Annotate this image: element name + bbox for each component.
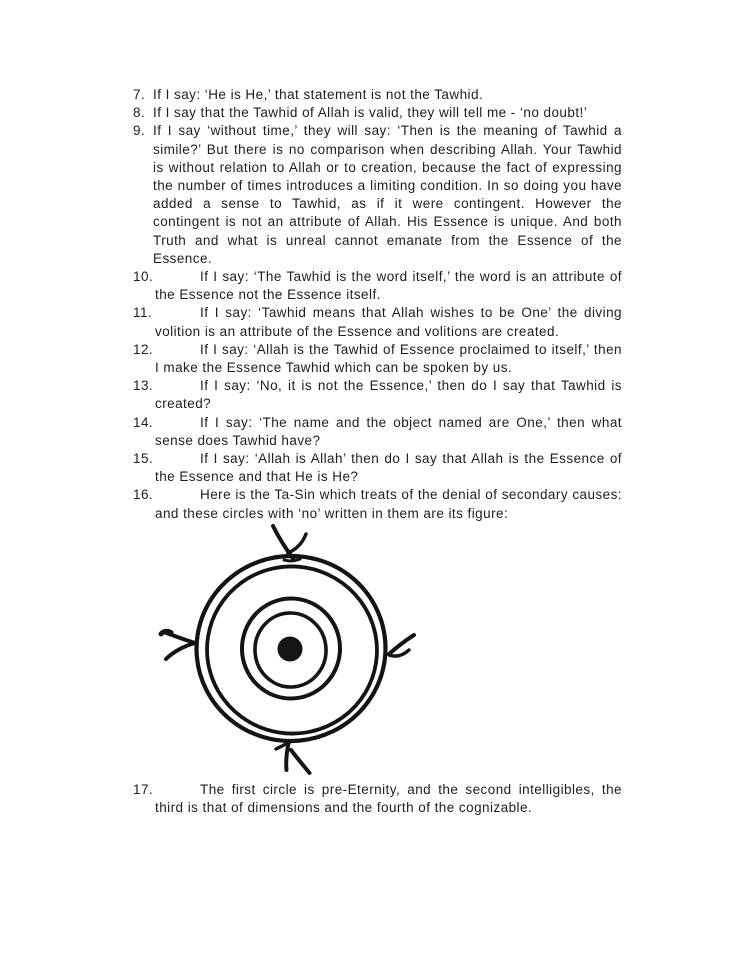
center-dot [278, 636, 303, 661]
list-item-text: If I say: ‘No, it is not the Essence,’ then do I say that Tawhid is created? [155, 378, 622, 412]
list-item-13 [133, 377, 622, 413]
list-item-text: If I say: ‘The Tawhid is the word itself,’ the word is an attribute of the Essence not the Essence itself. [155, 269, 622, 303]
list-item-text: The first circle is pre-Eternity, and the second intelligibles, the third is that of dimensions and the fourth of the cognizable. [155, 781, 622, 816]
list-item-16 [133, 486, 622, 522]
concentric-circles-drawing [150, 523, 450, 781]
list-item-number: 9. [133, 123, 146, 139]
list-item-number: 14. [133, 414, 154, 430]
no-mark-bottom [276, 741, 310, 773]
ordered-list [133, 86, 622, 817]
list-item-11 [133, 304, 622, 340]
list-item-14 [133, 414, 622, 450]
no-mark-right [389, 635, 414, 656]
list-item-10 [133, 268, 622, 304]
list-item-number: 17. [133, 781, 154, 797]
list-item-text: If I say: ‘The name and the object named are One,’ then what sense does Tawhid have? [155, 414, 622, 448]
list-item-17 [133, 781, 622, 817]
list-item-number: 16. [133, 487, 154, 503]
list-item-text: If I say ‘without time,’ they will say: ‘Then is the meaning of Tawhid a simile?’ But there is no comparison when describing Allah. Your Tawhid is without relation to Allah or to creation, because the fact of expressing the number of times introduces a limiting condition. In so doing you have added a sense to Tawhid, as if it were contingent. However the contingent is not an attribute of Allah. His Essence is unique. And both Truth and what is unreal cannot emanate from the Essence of the Essence. [153, 123, 622, 266]
list-item-number: 7. [133, 87, 146, 102]
list-item-15 [133, 450, 622, 486]
list-item-8 [133, 104, 622, 122]
list-item-12 [133, 341, 622, 377]
list-item-text: If I say that the Tawhid of Allah is valid, they will tell me - ‘no doubt!’ [153, 105, 588, 121]
circles-figure [133, 523, 622, 781]
list-item-7 [133, 86, 622, 104]
list-item-text: If I say: ‘He is He,’ that statement is not the Tawhid. [153, 87, 484, 102]
list-item-number: 11. [133, 305, 153, 321]
list-item-number: 8. [133, 105, 146, 121]
list-item-text: Here is the Ta-Sin which treats of the denial of secondary causes: and these circles with ‘no’ written in them are its figure: [155, 487, 622, 521]
no-mark-left [161, 631, 195, 659]
list-item-number: 12. [133, 341, 154, 357]
list-item-number: 15. [133, 451, 154, 467]
list-item-number: 10. [133, 269, 154, 285]
list-item-9 [133, 122, 622, 268]
list-item-text: If I say: ‘Allah is the Tawhid of Essence proclaimed to itself,’ then I make the Essence Tawhid which can be spoken by us. [155, 341, 622, 376]
list-item-text: If I say: ‘Tawhid means that Allah wishes to be One’ the diving volition is an attribute of the Essence and volitions are created. [155, 305, 622, 339]
list-item-number: 13. [133, 378, 154, 394]
list-item-text: If I say: ‘Allah is Allah’ then do I say that Allah is the Essence of the Essence and that He is He? [155, 451, 622, 485]
